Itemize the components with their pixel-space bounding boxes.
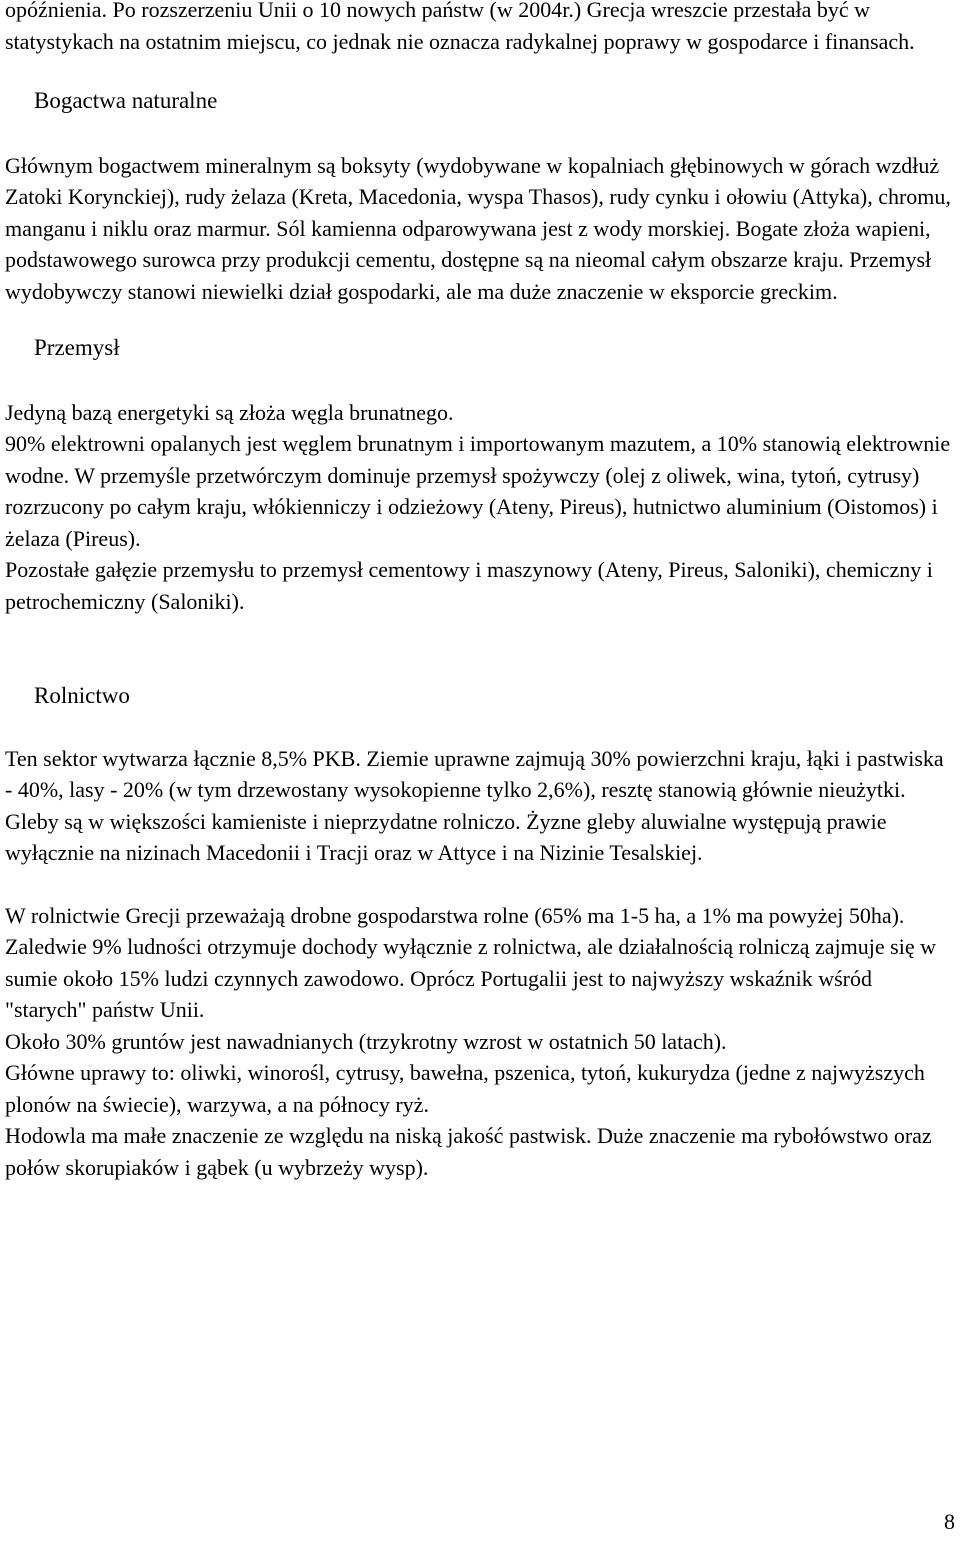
paragraph-przemysl-elektrownie: 90% elektrowni opalanych jest węglem brunatnym i importowanym mazutem, a 10% stanowią elektrownie wodne. W przemyśle przetwórczym dominuje przemysł spożywczy (olej z oliwek, wina, tytoń, cytrusy) rozrzucony po całym kraju, włókienniczy i odzieżowy (Ateny, Pireus), hutnictwo aluminium (Oistomos) i żelaza (Pireus). — [5, 431, 951, 551]
paragraph-rolnictwo-uprawy: Główne uprawy to: oliwki, winorośl, cytrusy, bawełna, pszenica, tytoń, kukurydza (jedne z najwyższych plonów na świecie), warzywa, a na północy ryż. — [5, 1060, 925, 1117]
paragraph-przemysl-pozostale: Pozostałe gałęzie przemysłu to przemysł cementowy i maszynowy (Ateny, Pireus, Saloniki), chemiczny i petrochemiczny (Saloniki). — [5, 557, 933, 614]
heading-rolnictwo: Rolnictwo — [34, 683, 130, 708]
document-page — [5, 0, 955, 1183]
heading-przemysl: Przemysł — [34, 335, 120, 360]
paragraph-rolnictwo-hodowla: Hodowla ma małe znaczenie ze względu na niską jakość pastwisk. Duże znaczenie ma rybołówstwo oraz połów skorupiaków i gąbek (u wybrzeży wysp). — [5, 1123, 932, 1180]
paragraph-bogactwa: Głównym bogactwem mineralnym są boksyty (wydobywane w kopalniach głębinowych w górach wzdłuż Zatoki Korynckiej), rudy żelaza (Kreta, Macedonia, wyspa Thasos), rudy cynku i ołowiu (Attyka), chromu, manganu i niklu oraz marmur. Sól kamienna odparowywana jest z wody morskiej. Bogate złoża wapieni, podstawowego surowca przy produkcji cementu, dostępne są na nieomal całym obszarze kraju. Przemysł wydobywczy stanowi niewielki dział gospodarki, ale ma duże znaczenie w eksporcie greckim. — [5, 152, 951, 304]
page-number: 8 — [944, 1509, 955, 1534]
intro-paragraph: opóźnienia. Po rozszerzeniu Unii o 10 nowych państw (w 2004r.) Grecja wreszcie przestała być w statystykach na ostatnim miejscu, co jednak nie oznacza radykalnej poprawy w gospodarce i finansach. — [5, 0, 915, 54]
paragraph-rolnictwo-gospodarstwa: W rolnictwie Grecji przeważają drobne gospodarstwa rolne (65% ma 1-5 ha, a 1% ma powyżej 50ha). Zaledwie 9% ludności otrzymuje dochody wyłącznie z rolnictwa, ale działalnością rolniczą zajmuje się w sumie około 15% ludzi czynnych zawodowo. Oprócz Portugalii jest to najwyższy wskaźnik wśród "starych" państw Unii. — [5, 902, 936, 1022]
paragraph-rolnictwo-sektor: Ten sektor wytwarza łącznie 8,5% PKB. Ziemie uprawne zajmują 30% powierzchni kraju, łąki i pastwiska - 40%, lasy - 20% (w tym drzewostany wysokopienne tylko 2,6%), resztę stanowią głównie nieużytki. Gleby są w większości kamieniste i nieprzydatne rolniczo. Żyzne gleby aluwialne występują prawie wyłącznie na nizinach Macedonii i Tracji oraz w Attyce i na Nizinie Tesalskiej. — [5, 745, 944, 865]
heading-bogactwa-naturalne: Bogactwa naturalne — [34, 88, 218, 113]
paragraph-przemysl-energetyka: Jedyną bazą energetyki są złoża węgla brunatnego. — [5, 399, 454, 425]
paragraph-rolnictwo-nawadnianie: Około 30% gruntów jest nawadnianych (trzykrotny wzrost w ostatnich 50 latach). — [5, 1028, 727, 1054]
